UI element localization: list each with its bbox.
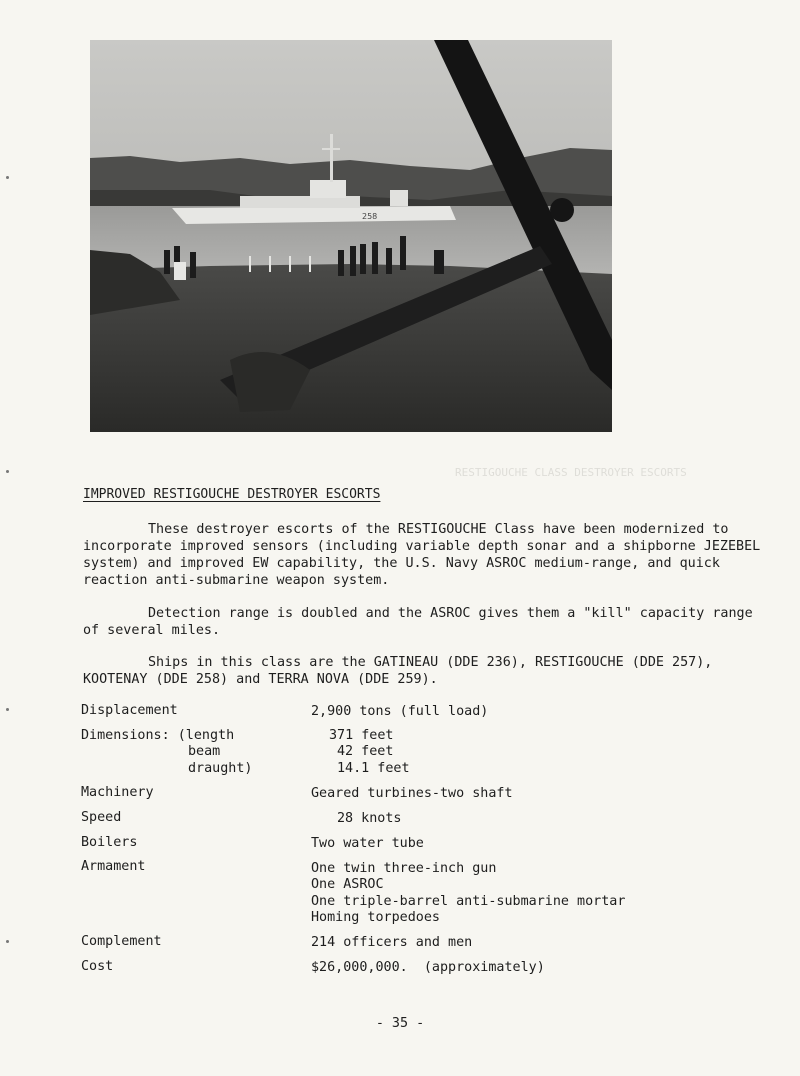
paragraph-text: These destroyer escorts of the RESTIGOUCHE Class have been modernized to incorporate improved sensors (including variable depth sonar and a shipborne JEZEBEL system) and improved EW capability, the U.S. Navy ASROC medium-range, and quick reaction anti-submarine weapon system. (83, 522, 761, 588)
section-heading: IMPROVED RESTIGOUCHE DESTROYER ESCORTS (83, 487, 381, 502)
hull-number: 258 (362, 212, 378, 221)
paragraph-ships (83, 654, 773, 688)
photo-scene (90, 40, 612, 432)
spec-label-boilers: Boilers (81, 835, 138, 850)
page-number: - 35 - (375, 1016, 425, 1031)
spec-value-armament-4: Homing torpedoes (311, 910, 440, 925)
spec-value-armament-2: One ASROC (311, 877, 384, 892)
spec-value-length: 371 feet (329, 728, 394, 743)
paragraph-text: Ships in this class are the GATINEAU (DDE 236), RESTIGOUCHE (DDE 257), KOOTENAY (DDE 258) and TERRA NOVA (DDE 259). (83, 655, 713, 687)
spec-label-displacement: Displacement (81, 703, 178, 718)
sign-post (174, 262, 186, 280)
spec-value-boilers: Two water tube (311, 836, 424, 851)
spec-value-displacement: 2,900 tons (full load) (311, 704, 489, 719)
margin-speck (6, 176, 9, 179)
spec-label-draught: draught) (188, 761, 253, 776)
spec-label-machinery: Machinery (81, 785, 154, 800)
ship-photograph (90, 40, 612, 432)
spec-label-cost: Cost (81, 959, 114, 974)
margin-speck (6, 470, 9, 473)
spec-value-machinery: Geared turbines-two shaft (311, 786, 513, 801)
spec-value-cost: $26,000,000. (approximately) (311, 960, 545, 975)
bleed-through-text: RESTIGOUCHE CLASS DESTROYER ESCORTS (455, 466, 687, 479)
spec-label-dimensions: Dimensions: (length (81, 728, 235, 743)
spec-value-beam: 42 feet (337, 744, 394, 759)
paragraph-modernization (83, 521, 773, 589)
spec-value-complement: 214 officers and men (311, 935, 473, 950)
spec-label-beam: beam (188, 744, 221, 759)
spec-value-armament-1: One twin three-inch gun (311, 861, 497, 876)
paragraph-detection (83, 605, 773, 639)
margin-speck (6, 940, 9, 943)
spec-value-armament-3: One triple-barrel anti-submarine mortar (311, 894, 626, 909)
spec-label-armament: Armament (81, 859, 146, 874)
spec-label-speed: Speed (81, 810, 122, 825)
paragraph-text: Detection range is doubled and the ASROC gives them a "kill" capacity range of several miles. (83, 606, 753, 638)
spec-label-complement: Complement (81, 934, 162, 949)
margin-speck (6, 708, 9, 711)
spec-value-draught: 14.1 feet (337, 761, 410, 776)
spec-value-speed: 28 knots (337, 811, 402, 826)
